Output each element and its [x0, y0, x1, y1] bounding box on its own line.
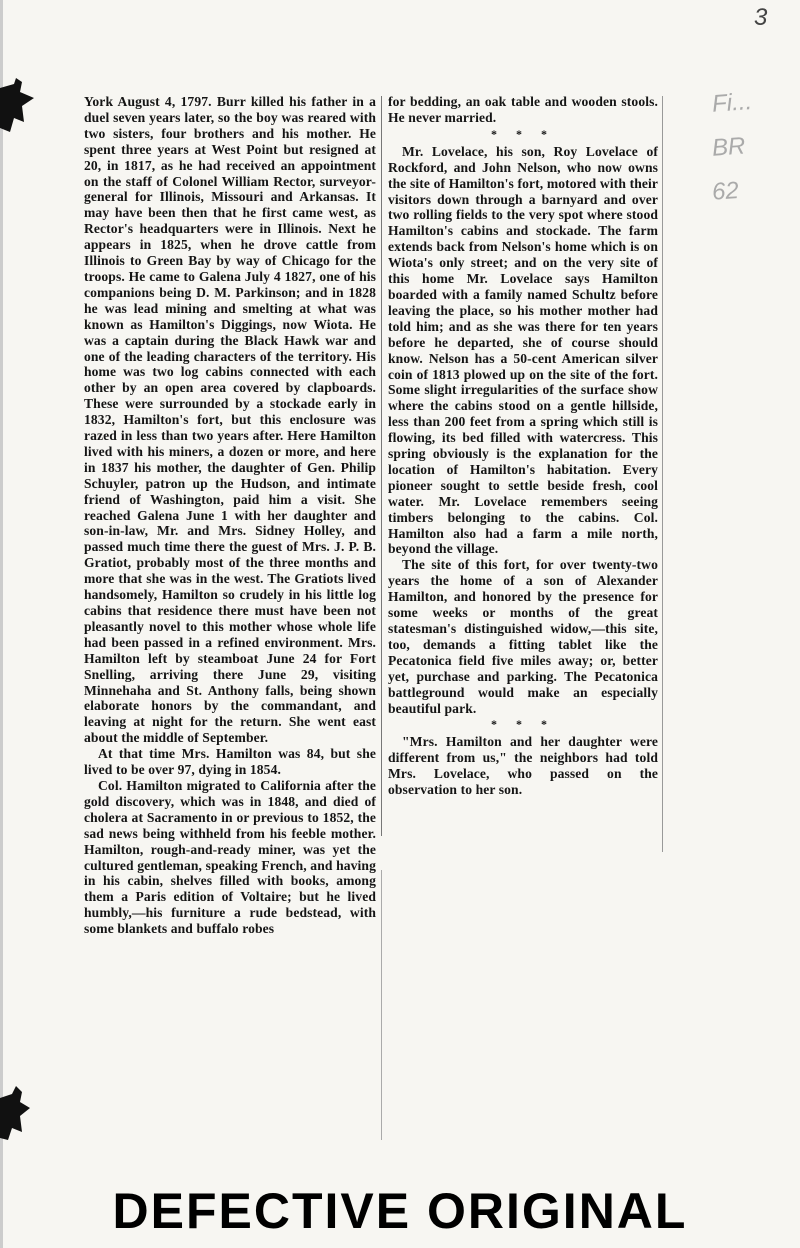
column-divider	[381, 96, 382, 836]
binding-clip-icon	[0, 1086, 36, 1140]
section-separator: * * *	[491, 126, 555, 141]
paragraph: for bedding, an oak table and wooden stools. He never married.	[388, 94, 658, 125]
column-divider	[381, 870, 382, 1140]
margin-annotation	[712, 80, 792, 212]
margin-note-line: BR	[711, 132, 747, 162]
article-left-column	[84, 94, 376, 937]
paragraph: York August 4, 1797. Burr killed his father in a duel seven years later, so the boy was reared with two sisters, four brothers and his mother. He spent three years at West Point but resigned at 20, in 1817, as he had received an appointment on the staff of Colonel William Rector, surveyor-general for Illinois, Missouri and Arkansas. It may have been then that he first came west, as Rector's headquarters were in Illinois. Next he appears in 1825, when he drove cattle from Illinois to Green Bay by way of Chicago for the troops. He came to Galena July 4 1827, one of his companions being D. M. Parkinson; and in 1828 he was lead mining and smelting at what was known as Hamilton's Diggings, now Wiota. He was a captain during the Black Hawk war and one of the leading characters of the territory. His home was two log cabins connected with each other by an open area covered by clapboards. These were surrounded by a stockade early in 1832, Hamilton's fort, but this enclosure was razed in less than two years after. Here Hamilton lived with his miners, a dozen or more, and here in 1837 his mother, the daughter of Gen. Philip Schuyler, patron up the Hudson, and intimate friend of Washington, paid him a visit. She reached Galena June 1 with her daughter and son-in-law, Mr. and Mrs. Sidney Holley, and passed much time there the guest of Mrs. J. P. B. Gratiot, probably most of the three months and more that she was in the west. The Gratiots lived handsomely, Hamilton so crudely in his little log cabins that residence there must have been not pleasantly novel to this mother whose whole life had been passed in a refined environment. Mrs. Hamilton left by steamboat June 24 for Fort Snelling, arriving there June 29, visiting Minnehaha and St. Anthony falls, being shown elaborate honors by the commandant, and leaving at night for the return. She went east about the middle of September.	[84, 94, 376, 746]
page-number-mark: 3	[754, 4, 768, 31]
binding-clip-icon	[0, 78, 36, 132]
margin-note-line: 62	[711, 176, 740, 206]
section-separator: * * *	[491, 717, 555, 732]
paragraph: Col. Hamilton migrated to California after the gold discovery, which was in 1848, and died of cholera at Sacramento in or previous to 1852, the sad news being withheld from his feeble mother. Hamilton, rough-and-ready miner, was yet the cultured gentleman, speaking French, and having in his cabin, shelves filled with books, among them a Paris edition of Voltaire; but he lived humbly,—his furniture a rude bedstead, with some blankets and buffalo robes	[84, 777, 376, 937]
defective-original-banner: DEFECTIVE ORIGINAL	[112, 1183, 688, 1239]
margin-note-line: Fi...	[711, 88, 753, 118]
column-border	[662, 96, 663, 852]
binding-edge	[0, 0, 3, 1248]
paragraph: Mr. Lovelace, his son, Roy Lovelace of Rockford, and John Nelson, who now owns the site of Hamilton's fort, motored with their visitors down through a barnyard and over two rolling fields to the very spot where stood Hamilton's cabins and stockade. The farm extends back from Nelson's home which is on Wiota's only street; and on the very site of this home Mr. Lovelace says Hamilton boarded with a family named Schultz before leaving the place, so his mother mother had told him; and as she was there for ten years before he departed, she of course should know. Nelson has a 50-cent American silver coin of 1813 plowed up on the site of the fort. Some slight irregularities of the surface show where the cabins stood on a gentle hillside, less than 200 feet from a spring which still is flowing, its bed filled with watercress. This spring obviously is the explanation for the location of Hamilton's habitation. Every pioneer sought to settle beside fresh, cool water. Mr. Lovelace remembers seeing timbers belonging to the cabins. Col. Hamilton also had a farm a mile north, beyond the village.	[388, 143, 658, 557]
article-right-column	[388, 94, 658, 798]
paragraph: The site of this fort, for over twenty-two years the home of a son of Alexander Hamilton, and honored by the presence for some weeks or months of the great statesman's distinguished widow,—this site, too, demands a fitting tablet like the Pecatonica field five miles away; or, better yet, purchase and parking. The Pecatonica battleground would make an especially beautiful park.	[388, 557, 658, 716]
paragraph: "Mrs. Hamilton and her daughter were different from us," the neighbors had told Mrs. Lovelace, who passed on the observation to her son.	[388, 734, 658, 798]
paragraph: At that time Mrs. Hamilton was 84, but she lived to be over 97, dying in 1854.	[84, 746, 376, 778]
